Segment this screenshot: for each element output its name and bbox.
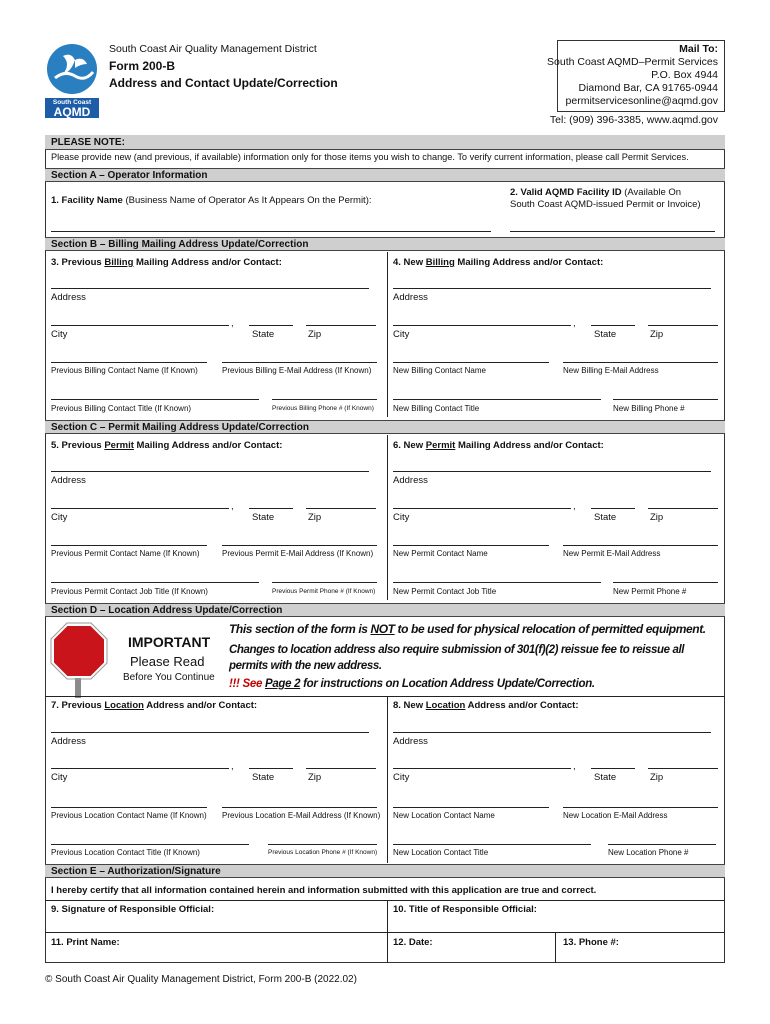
location-prev-contact-name-input[interactable] bbox=[51, 793, 207, 807]
permit-prev-email-input[interactable] bbox=[222, 531, 377, 545]
important-heading: IMPORTANT bbox=[128, 634, 211, 650]
permit-prev-title-input[interactable] bbox=[51, 568, 259, 582]
warning-reissue-fee: Changes to location address also require submission of 301(f)(2) reissue fee to reissue all permits with the new address. bbox=[229, 644, 685, 672]
billing-new-city-input[interactable] bbox=[393, 311, 571, 325]
before-you-continue: Before You Continue bbox=[123, 672, 215, 683]
billing-new-contact-name-input[interactable] bbox=[393, 348, 549, 362]
heading-pre: 8. New bbox=[393, 700, 426, 711]
billing-prev-title-input[interactable] bbox=[51, 385, 259, 399]
email-label: New Permit E-Mail Address bbox=[563, 549, 661, 558]
print-name-label: 11. Print Name: bbox=[51, 937, 120, 948]
contact-title-label: New Billing Contact Title bbox=[393, 404, 480, 413]
page-2-link[interactable]: Page 2 bbox=[264, 678, 301, 690]
heading-underlined: Location bbox=[104, 700, 144, 711]
field-line bbox=[591, 325, 635, 326]
heading-underlined: Location bbox=[425, 700, 466, 711]
address-label: Address bbox=[51, 736, 86, 747]
permit-prev-heading bbox=[51, 440, 282, 451]
zip-label: Zip bbox=[650, 329, 664, 340]
billing-prev-heading bbox=[51, 257, 282, 268]
comma: , bbox=[573, 501, 576, 512]
logo-text-small: South Coast bbox=[52, 99, 92, 106]
facility-name-num: 1. Facility Name bbox=[51, 195, 123, 206]
phone-number-label: 13. Phone #: bbox=[563, 937, 619, 948]
facility-id-line bbox=[510, 231, 715, 232]
field-line bbox=[51, 582, 259, 583]
address-label: Address bbox=[51, 292, 86, 303]
comma: , bbox=[231, 501, 234, 512]
field-line bbox=[306, 325, 376, 326]
warning-pre: !!! See bbox=[229, 678, 265, 690]
contact-name-label: Previous Location Contact Name (If Known) bbox=[51, 811, 207, 820]
comma: , bbox=[573, 318, 576, 329]
state-label: State bbox=[594, 772, 617, 783]
address-label: Address bbox=[393, 736, 428, 747]
facility-name-line bbox=[51, 231, 491, 232]
heading-pre: 7. Previous bbox=[51, 700, 105, 711]
phone-label: New Location Phone # bbox=[608, 848, 689, 857]
field-line bbox=[51, 768, 229, 769]
heading-post: Mailing Address and/or Contact: bbox=[454, 257, 604, 268]
phone-label: Previous Location Phone # (If Known) bbox=[268, 849, 378, 856]
field-line bbox=[648, 768, 718, 769]
date-input[interactable] bbox=[393, 948, 545, 962]
state-label: State bbox=[252, 772, 275, 783]
location-new-phone-input[interactable] bbox=[608, 830, 716, 844]
city-label: City bbox=[393, 512, 410, 523]
heading-post: Address and/or Contact: bbox=[465, 700, 579, 711]
field-line bbox=[563, 545, 718, 546]
city-label: City bbox=[393, 772, 410, 783]
location-prev-email-input[interactable] bbox=[222, 793, 377, 807]
heading-underlined: Billing bbox=[104, 257, 134, 268]
field-line bbox=[591, 508, 635, 509]
billing-prev-city-input[interactable] bbox=[51, 311, 229, 325]
zip-label: Zip bbox=[308, 329, 322, 340]
field-line bbox=[393, 807, 549, 808]
note-bar bbox=[45, 135, 725, 150]
comma: , bbox=[231, 761, 234, 772]
field-line bbox=[51, 732, 369, 733]
field-line bbox=[51, 807, 207, 808]
permit-prev-city-input[interactable] bbox=[51, 494, 229, 508]
location-prev-zip-input[interactable] bbox=[306, 754, 376, 768]
mail-line: permitservicesonline@aqmd.gov bbox=[565, 95, 718, 107]
email-label: Previous Location E-Mail Address (If Known) bbox=[222, 811, 381, 820]
billing-new-state-input[interactable] bbox=[591, 311, 635, 325]
phone-label: New Billing Phone # bbox=[613, 404, 685, 413]
location-prev-phone-input[interactable] bbox=[268, 830, 377, 844]
section-c-header: Section C – Permit Mailing Address Update/Correction bbox=[45, 420, 725, 434]
location-new-heading bbox=[393, 700, 578, 711]
billing-prev-email-input[interactable] bbox=[222, 348, 377, 362]
note-text: Please provide new (and previous, if available) information only for those items you wish to change. To verify current information, please call Permit Services. bbox=[51, 152, 689, 162]
mail-line: P.O. Box 4944 bbox=[651, 69, 718, 81]
field-line bbox=[393, 844, 591, 845]
contact-name-label: New Permit Contact Name bbox=[393, 549, 488, 558]
facility-name-desc: (Business Name of Operator As It Appears On the Permit): bbox=[122, 195, 372, 206]
location-new-state-input[interactable] bbox=[591, 754, 635, 768]
billing-prev-zip-input[interactable] bbox=[306, 311, 376, 325]
mail-line: South Coast AQMD–Permit Services bbox=[547, 56, 718, 68]
form-title: Address and Contact Update/Correction bbox=[109, 76, 338, 90]
official-title-label: 10. Title of Responsible Official: bbox=[393, 904, 537, 915]
contact-title-label: New Location Contact Title bbox=[393, 848, 489, 857]
field-line bbox=[249, 508, 293, 509]
field-line bbox=[393, 399, 601, 400]
field-line bbox=[51, 399, 259, 400]
field-line bbox=[222, 362, 377, 363]
field-line bbox=[393, 732, 711, 733]
form-number: Form 200-B bbox=[109, 59, 176, 73]
contact-title-label: Previous Permit Contact Job Title (If Known) bbox=[51, 587, 208, 596]
mail-to-label: Mail To: bbox=[679, 43, 718, 55]
field-line bbox=[393, 362, 549, 363]
field-line bbox=[613, 399, 718, 400]
contact-title-label: Previous Billing Contact Title (If Known) bbox=[51, 404, 192, 413]
permit-prev-address-input[interactable] bbox=[51, 457, 369, 471]
print-name-input[interactable] bbox=[51, 948, 377, 962]
certification-statement: I hereby certify that all information contained herein and information submitted with this application are true and correct. bbox=[51, 885, 597, 896]
warning-pre: This section of the form is bbox=[229, 622, 371, 636]
field-line bbox=[306, 768, 376, 769]
city-label: City bbox=[51, 772, 68, 783]
field-line bbox=[613, 582, 718, 583]
aqmd-logo bbox=[45, 42, 99, 120]
contact-title-label: New Permit Contact Job Title bbox=[393, 587, 497, 596]
field-line bbox=[249, 325, 293, 326]
footer-copyright: © South Coast Air Quality Management District, Form 200-B (2022.02) bbox=[45, 974, 357, 985]
state-label: State bbox=[252, 329, 275, 340]
contact-name-label: Previous Permit Contact Name (If Known) bbox=[51, 549, 200, 558]
email-label: New Billing E-Mail Address bbox=[563, 366, 659, 375]
section-a-header: Section A – Operator Information bbox=[45, 168, 725, 182]
location-new-city-input[interactable] bbox=[393, 754, 571, 768]
field-line bbox=[51, 288, 369, 289]
location-prev-state-input[interactable] bbox=[249, 754, 293, 768]
state-label: State bbox=[594, 512, 617, 523]
location-prev-address-input[interactable] bbox=[51, 718, 369, 732]
field-line bbox=[51, 508, 229, 509]
field-line bbox=[393, 471, 711, 472]
permit-prev-state-input[interactable] bbox=[249, 494, 293, 508]
billing-new-email-input[interactable] bbox=[563, 348, 718, 362]
billing-prev-state-input[interactable] bbox=[249, 311, 293, 325]
facility-name-input[interactable] bbox=[51, 217, 491, 231]
email-label: Previous Billing E-Mail Address (If Known) bbox=[222, 366, 372, 375]
field-line bbox=[393, 582, 601, 583]
billing-new-title-input[interactable] bbox=[393, 385, 601, 399]
address-label: Address bbox=[393, 292, 428, 303]
signature-label: 9. Signature of Responsible Official: bbox=[51, 904, 215, 915]
heading-underlined: Permit bbox=[425, 440, 456, 451]
location-new-title-input[interactable] bbox=[393, 830, 591, 844]
contact-name-label: New Billing Contact Name bbox=[393, 366, 486, 375]
mail-line: Diamond Bar, CA 91765-0944 bbox=[578, 82, 718, 94]
warning-see-page-2 bbox=[229, 678, 595, 690]
field-line bbox=[563, 807, 718, 808]
comma: , bbox=[231, 318, 234, 329]
field-line bbox=[306, 508, 376, 509]
field-line bbox=[222, 807, 377, 808]
field-line bbox=[393, 325, 571, 326]
heading-pre: 6. New bbox=[393, 440, 426, 451]
section-d-inner-line bbox=[45, 696, 725, 697]
zip-label: Zip bbox=[308, 512, 322, 523]
field-line bbox=[563, 362, 718, 363]
field-line bbox=[272, 582, 377, 583]
logo-text-large: AQMD bbox=[53, 105, 91, 119]
field-line bbox=[393, 288, 711, 289]
field-line bbox=[222, 545, 377, 546]
facility-id-label-line2: South Coast AQMD-issued Permit or Invoice) bbox=[510, 199, 701, 210]
section-b-header: Section B – Billing Mailing Address Update/Correction bbox=[45, 237, 725, 251]
section-c-divider bbox=[387, 435, 388, 600]
warning-not-relocation bbox=[229, 622, 706, 636]
phone-label: Previous Permit Phone # (If Known) bbox=[272, 588, 376, 595]
section-b-divider bbox=[387, 252, 388, 417]
city-label: City bbox=[393, 329, 410, 340]
heading-post: Address and/or Contact: bbox=[143, 700, 258, 711]
contact-title-label: Previous Location Contact Title (If Known) bbox=[51, 848, 200, 857]
address-label: Address bbox=[393, 475, 428, 486]
location-prev-heading bbox=[51, 700, 257, 711]
signature-row-divider bbox=[45, 932, 725, 933]
field-line bbox=[51, 362, 207, 363]
heading-post: Mailing Address and/or Contact: bbox=[455, 440, 604, 451]
field-line bbox=[51, 844, 249, 845]
zip-label: Zip bbox=[650, 772, 664, 783]
field-line bbox=[272, 399, 377, 400]
section-d-header: Section D – Location Address Update/Correction bbox=[45, 603, 725, 617]
heading-underlined: Permit bbox=[104, 440, 134, 451]
location-prev-city-input[interactable] bbox=[51, 754, 229, 768]
heading-pre: 3. Previous bbox=[51, 257, 105, 268]
date-label: 12. Date: bbox=[393, 937, 433, 948]
billing-new-phone-input[interactable] bbox=[613, 385, 718, 399]
state-label: State bbox=[252, 512, 275, 523]
permit-new-phone-input[interactable] bbox=[613, 568, 718, 582]
signature-input[interactable] bbox=[51, 916, 377, 930]
heading-pre: 5. Previous bbox=[51, 440, 105, 451]
field-line bbox=[393, 768, 571, 769]
city-label: City bbox=[51, 512, 68, 523]
warning-underlined: NOT bbox=[370, 622, 395, 636]
field-line bbox=[268, 844, 377, 845]
billing-new-heading bbox=[393, 257, 603, 268]
phone-number-input[interactable] bbox=[563, 948, 715, 962]
permit-new-heading bbox=[393, 440, 604, 451]
heading-pre: 4. New bbox=[393, 257, 426, 268]
phone-label: Previous Billing Phone # (If Known) bbox=[272, 405, 374, 412]
billing-prev-address-input[interactable] bbox=[51, 274, 369, 288]
official-title-input[interactable] bbox=[393, 916, 718, 930]
location-new-email-input[interactable] bbox=[563, 793, 718, 807]
email-label: Previous Permit E-Mail Address (If Known) bbox=[222, 549, 374, 558]
warning-post: for instructions on Location Address Update/Correction. bbox=[300, 678, 595, 690]
facility-id-desc: (Available On bbox=[621, 187, 682, 198]
permit-prev-phone-input[interactable] bbox=[272, 568, 377, 582]
field-line bbox=[393, 545, 549, 546]
facility-name-label bbox=[51, 195, 372, 206]
permit-new-zip-input[interactable] bbox=[648, 494, 718, 508]
location-new-contact-name-input[interactable] bbox=[393, 793, 549, 807]
cert-divider bbox=[45, 900, 725, 901]
comma: , bbox=[573, 761, 576, 772]
section-e-header: Section E – Authorization/Signature bbox=[45, 864, 725, 878]
billing-prev-contact-name-input[interactable] bbox=[51, 348, 207, 362]
field-line bbox=[648, 508, 718, 509]
permit-new-title-input[interactable] bbox=[393, 568, 601, 582]
stop-sign-icon bbox=[50, 622, 108, 698]
permit-new-address-input[interactable] bbox=[393, 457, 711, 471]
phone-label: New Permit Phone # bbox=[613, 587, 687, 596]
permit-prev-contact-name-input[interactable] bbox=[51, 531, 207, 545]
billing-new-zip-input[interactable] bbox=[648, 311, 718, 325]
email-label: New Location E-Mail Address bbox=[563, 811, 668, 820]
address-label: Address bbox=[51, 475, 86, 486]
district-name: South Coast Air Quality Management District bbox=[109, 43, 317, 55]
heading-post: Mailing Address and/or Contact: bbox=[133, 257, 282, 268]
date-phone-divider bbox=[555, 932, 556, 963]
contact-name-label: New Location Contact Name bbox=[393, 811, 495, 820]
permit-prev-zip-input[interactable] bbox=[306, 494, 376, 508]
field-line bbox=[51, 325, 229, 326]
location-new-zip-input[interactable] bbox=[648, 754, 718, 768]
heading-underlined: Billing bbox=[425, 257, 455, 268]
permit-new-contact-name-input[interactable] bbox=[393, 531, 549, 545]
field-line bbox=[591, 768, 635, 769]
field-line bbox=[608, 844, 716, 845]
please-read: Please Read bbox=[130, 654, 205, 669]
field-line bbox=[51, 545, 207, 546]
zip-label: Zip bbox=[308, 772, 322, 783]
warning-post: to be used for physical relocation of permitted equipment. bbox=[394, 622, 706, 636]
permit-new-state-input[interactable] bbox=[591, 494, 635, 508]
permit-new-city-input[interactable] bbox=[393, 494, 571, 508]
zip-label: Zip bbox=[650, 512, 664, 523]
location-prev-title-input[interactable] bbox=[51, 830, 249, 844]
field-line bbox=[393, 508, 571, 509]
facility-id-label bbox=[510, 187, 681, 198]
state-label: State bbox=[594, 329, 617, 340]
billing-new-address-input[interactable] bbox=[393, 274, 711, 288]
field-line bbox=[648, 325, 718, 326]
section-d-divider bbox=[387, 697, 388, 863]
location-new-address-input[interactable] bbox=[393, 718, 711, 732]
billing-prev-phone-input[interactable] bbox=[272, 385, 377, 399]
field-line bbox=[249, 768, 293, 769]
telephone-website: Tel: (909) 396-3385, www.aqmd.gov bbox=[549, 114, 718, 126]
field-line bbox=[51, 471, 369, 472]
note-title: PLEASE NOTE: bbox=[51, 137, 125, 148]
heading-post: Mailing Address and/or Contact: bbox=[133, 440, 283, 451]
facility-id-input[interactable] bbox=[510, 217, 715, 231]
facility-id-num: 2. Valid AQMD Facility ID bbox=[510, 187, 622, 198]
contact-name-label: Previous Billing Contact Name (If Known) bbox=[51, 366, 198, 375]
city-label: City bbox=[51, 329, 68, 340]
permit-new-email-input[interactable] bbox=[563, 531, 718, 545]
